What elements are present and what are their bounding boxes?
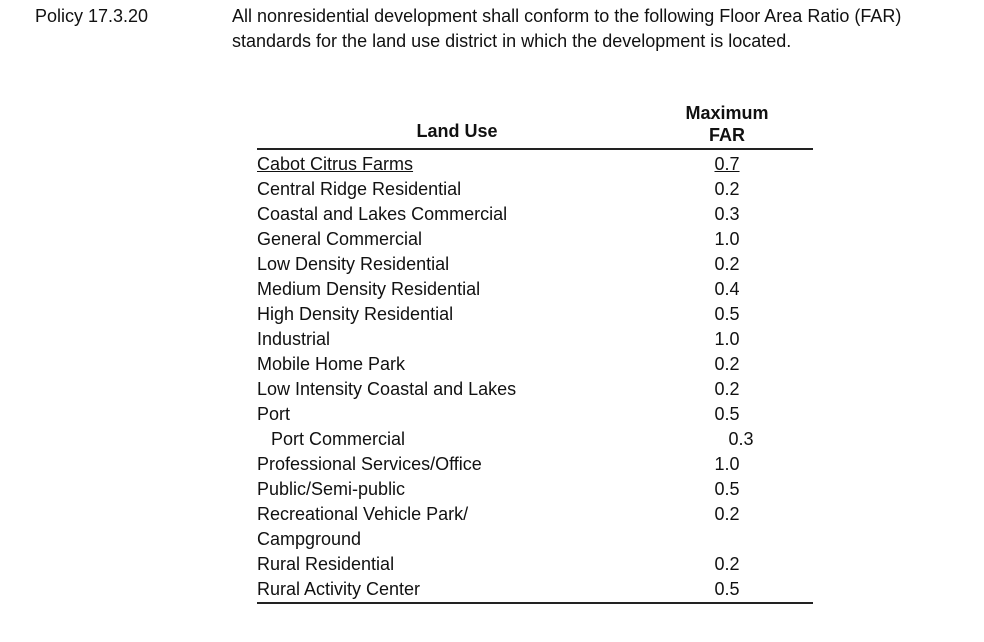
land-use-name: Industrial — [257, 329, 331, 349]
max-far-value: 0.2 — [714, 254, 740, 274]
max-far-value: 0.2 — [714, 504, 740, 524]
land-use-name: Port Commercial — [271, 429, 406, 449]
header-far-line2: FAR — [709, 125, 745, 145]
max-far-value: 0.3 — [728, 429, 754, 449]
land-use-name: General Commercial — [257, 229, 423, 249]
max-far-value: 0.2 — [714, 179, 740, 199]
land-use-name: Port — [257, 404, 291, 424]
land-use-name: Cabot Citrus Farms — [257, 154, 414, 174]
table-row — [257, 502, 813, 552]
max-far-value: 1.0 — [714, 329, 740, 349]
header-maximum-far — [657, 102, 797, 146]
table-row — [257, 327, 813, 352]
table-body — [257, 152, 813, 602]
policy-number: Policy 17.3.20 — [35, 6, 149, 26]
max-far-value: 0.5 — [714, 304, 740, 324]
land-use-name: High Density Residential — [257, 304, 454, 324]
max-far-value: 0.3 — [714, 204, 740, 224]
table-row — [257, 402, 813, 427]
land-use-name: Professional Services/Office — [257, 454, 482, 474]
max-far-value: 0.4 — [714, 279, 740, 299]
table-row — [257, 377, 813, 402]
header-land-use: Land Use — [416, 121, 498, 141]
max-far-value: 0.2 — [714, 354, 740, 374]
policy-text: All nonresidential development shall conform to the following Floor Area Ratio (FAR) standards for the land use district in which the development is located. — [232, 6, 902, 51]
land-use-name: Coastal and Lakes Commercial — [257, 204, 508, 224]
land-use-name: Low Intensity Coastal and Lakes — [257, 379, 517, 399]
land-use-name: Mobile Home Park — [257, 354, 406, 374]
table-row — [257, 252, 813, 277]
table-header — [257, 102, 813, 150]
land-use-name: Medium Density Residential — [257, 279, 481, 299]
max-far-value: 0.5 — [714, 404, 740, 424]
table-row — [257, 152, 813, 177]
table-row — [257, 552, 813, 577]
far-standards-table — [257, 102, 813, 604]
table-row — [257, 352, 813, 377]
max-far-value: 1.0 — [714, 454, 740, 474]
land-use-name: Recreational Vehicle Park/ Campground — [257, 504, 469, 549]
table-row — [257, 302, 813, 327]
table-row — [257, 177, 813, 202]
table-row — [257, 577, 813, 602]
header-far-line1: Maximum — [685, 103, 769, 123]
land-use-name: Public/Semi-public — [257, 479, 406, 499]
land-use-name: Rural Residential — [257, 554, 395, 574]
max-far-value: 0.5 — [714, 579, 740, 599]
table-row — [257, 227, 813, 252]
land-use-name: Central Ridge Residential — [257, 179, 462, 199]
max-far-value: 0.2 — [714, 554, 740, 574]
max-far-value: 0.7 — [714, 154, 740, 174]
max-far-value: 1.0 — [714, 229, 740, 249]
table-row — [257, 477, 813, 502]
table-row — [257, 452, 813, 477]
table-row — [257, 202, 813, 227]
table-row — [257, 277, 813, 302]
max-far-value: 0.5 — [714, 479, 740, 499]
table-row — [257, 427, 813, 452]
land-use-name: Low Density Residential — [257, 254, 450, 274]
table-bottom-rule — [257, 602, 813, 604]
land-use-name: Rural Activity Center — [257, 579, 421, 599]
max-far-value: 0.2 — [714, 379, 740, 399]
